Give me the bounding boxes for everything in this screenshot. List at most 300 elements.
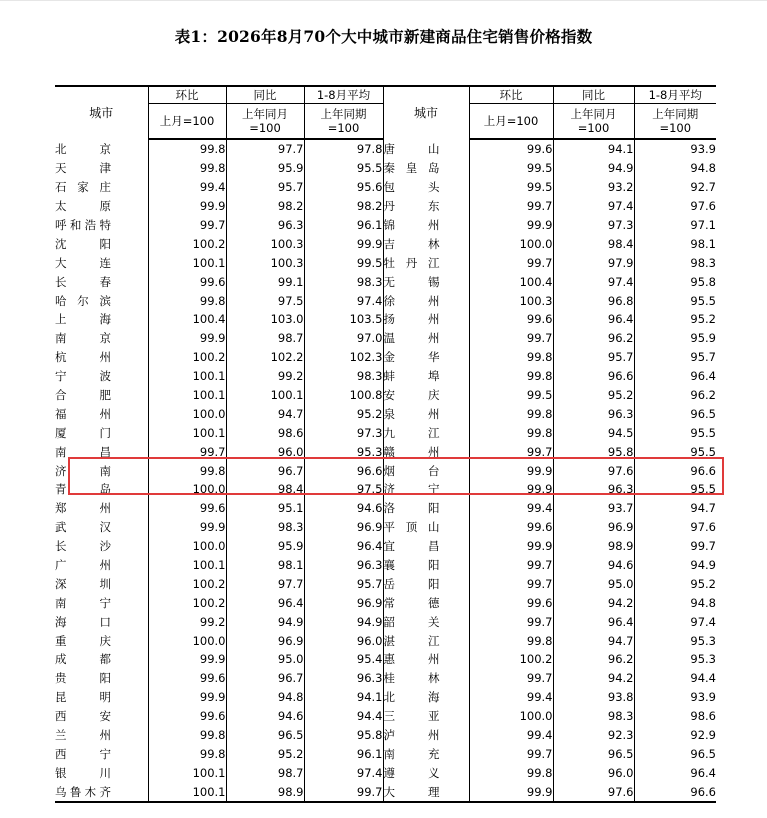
yoy-index: 97.3 [553,216,634,235]
yoy-index: 102.2 [226,348,304,367]
city-name-cell [383,688,469,707]
mom-index: 99.8 [469,367,553,386]
avg-index: 94.9 [634,556,716,575]
city-name: 北京 [55,141,111,156]
avg-index: 95.3 [304,442,383,461]
yoy-index: 93.2 [553,178,634,197]
yoy-index: 96.5 [553,745,634,764]
avg-index: 95.7 [304,574,383,593]
yoy-index: 95.0 [553,574,634,593]
yoy-index: 96.8 [553,291,634,310]
mom-index: 99.8 [469,763,553,782]
city-name: 长春 [55,274,111,289]
city-name: 呼和浩特 [55,218,111,232]
header-sub-tongbi [226,104,304,140]
city-name: 蚌埠 [383,369,440,384]
top-divider [0,0,767,1]
avg-index: 97.8 [304,139,383,159]
city-name: 太原 [55,199,111,214]
header-sub-tongbi-right-text: 上年同月 =100 [570,107,617,135]
yoy-index: 98.6 [226,423,304,442]
table-row [55,329,716,348]
yoy-index: 100.1 [226,386,304,405]
city-name-cell [55,442,148,461]
city-name-cell [383,556,469,575]
avg-index: 96.1 [304,745,383,764]
avg-index: 95.5 [634,480,716,499]
yoy-index: 97.4 [553,272,634,291]
yoy-index: 93.7 [553,499,634,518]
table-row [55,310,716,329]
city-name-cell [55,763,148,782]
city-name-cell [55,348,148,367]
mom-index: 99.6 [148,272,226,291]
table-row [55,178,716,197]
mom-index: 99.4 [469,726,553,745]
table-row [55,272,716,291]
city-name: 海口 [55,614,111,629]
avg-index: 97.0 [304,329,383,348]
city-name: 成都 [55,652,111,667]
avg-index: 95.3 [634,631,716,650]
yoy-index: 96.3 [553,404,634,423]
city-name-cell [383,234,469,253]
city-name: 遵义 [383,765,440,780]
avg-index: 95.5 [634,291,716,310]
city-name: 南京 [55,331,111,346]
yoy-index: 96.4 [553,612,634,631]
city-name-cell [55,423,148,442]
city-name: 西安 [55,709,111,724]
yoy-index: 94.7 [553,631,634,650]
mom-index: 100.0 [148,404,226,423]
city-name: 韶关 [383,614,440,629]
city-name: 广州 [55,558,111,573]
mom-index: 99.9 [469,480,553,499]
header-avg: 1-8月平均 [304,86,383,104]
avg-index: 92.9 [634,726,716,745]
mom-index: 99.7 [469,556,553,575]
city-name: 大连 [55,255,111,270]
table-row [55,216,716,235]
avg-index: 95.5 [634,442,716,461]
avg-index: 94.9 [304,612,383,631]
table-row [55,386,716,405]
city-name: 武汉 [55,520,111,535]
avg-index: 99.7 [634,537,716,556]
avg-index: 95.5 [304,159,383,178]
table-row [55,139,716,159]
avg-index: 96.6 [634,782,716,802]
avg-index: 92.7 [634,178,716,197]
avg-index: 96.6 [304,461,383,480]
city-name-cell [383,499,469,518]
city-name-cell [383,404,469,423]
avg-index: 97.4 [304,763,383,782]
city-name: 兰州 [55,728,111,743]
yoy-index: 98.3 [553,707,634,726]
city-name-cell [383,216,469,235]
city-name: 桂林 [383,671,440,686]
city-name-cell [55,329,148,348]
yoy-index: 95.0 [226,650,304,669]
city-name-cell [383,574,469,593]
city-name: 哈尔滨 [55,293,111,308]
city-name-cell [383,480,469,499]
avg-index: 94.8 [634,593,716,612]
mom-index: 99.8 [148,726,226,745]
avg-index: 95.9 [634,329,716,348]
avg-index: 96.2 [634,386,716,405]
yoy-index: 98.9 [226,782,304,802]
yoy-index: 96.6 [553,367,634,386]
header-sub-tongbi-text: 上年同月 =100 [242,107,288,135]
table-row [55,291,716,310]
city-name-cell [55,253,148,272]
avg-index: 94.4 [304,707,383,726]
avg-index: 94.1 [304,688,383,707]
table-row [55,367,716,386]
city-name: 徐州 [383,293,440,308]
city-name-cell [383,329,469,348]
city-name-cell [383,423,469,442]
city-name: 包头 [383,180,440,195]
mom-index: 99.6 [469,139,553,159]
yoy-index: 92.3 [553,726,634,745]
yoy-index: 100.3 [226,234,304,253]
city-name-cell [55,159,148,178]
mom-index: 99.2 [148,612,226,631]
city-name-cell [383,348,469,367]
yoy-index: 93.8 [553,688,634,707]
mom-index: 99.9 [469,461,553,480]
city-name: 宜昌 [383,539,440,554]
avg-index: 94.6 [304,499,383,518]
yoy-index: 100.3 [226,253,304,272]
city-name-cell [383,461,469,480]
avg-index: 94.4 [634,669,716,688]
table-row [55,253,716,272]
city-name: 温州 [383,331,440,346]
city-name-cell [383,763,469,782]
city-name-cell [55,216,148,235]
mom-index: 100.0 [148,537,226,556]
city-name: 襄阳 [383,558,440,573]
avg-index: 94.7 [634,499,716,518]
avg-index: 96.3 [304,556,383,575]
table-row [55,782,716,802]
yoy-index: 94.2 [553,669,634,688]
avg-index: 96.1 [304,216,383,235]
avg-index: 95.7 [634,348,716,367]
mom-index: 100.1 [148,763,226,782]
city-name: 泸州 [383,728,440,743]
avg-index: 97.6 [634,197,716,216]
city-name-cell [55,574,148,593]
table-row [55,442,716,461]
table-row [55,404,716,423]
price-index-table [55,85,716,803]
yoy-index: 98.7 [226,329,304,348]
city-name-cell [383,518,469,537]
city-name-cell [55,139,148,159]
avg-index: 96.0 [304,631,383,650]
yoy-index: 96.7 [226,461,304,480]
yoy-index: 96.2 [553,329,634,348]
city-name-cell [383,139,469,159]
table-row [55,688,716,707]
city-name: 惠州 [383,652,440,667]
mom-index: 99.8 [148,159,226,178]
table-row [55,707,716,726]
mom-index: 99.9 [469,537,553,556]
avg-index: 102.3 [304,348,383,367]
city-name-cell [55,386,148,405]
table-row [55,159,716,178]
mom-index: 99.7 [469,612,553,631]
city-name-cell [55,631,148,650]
table-row [55,763,716,782]
city-name: 无锡 [383,274,440,289]
header-sub-avg-right [634,104,716,140]
avg-index: 95.2 [634,310,716,329]
mom-index: 100.2 [148,348,226,367]
city-name: 扬州 [383,312,440,327]
city-name-cell [55,782,148,802]
city-name: 厦门 [55,425,111,440]
city-name-cell [55,688,148,707]
city-name-cell [55,650,148,669]
city-name-cell [55,197,148,216]
table-row [55,574,716,593]
city-name: 洛阳 [383,501,440,516]
avg-index: 95.4 [304,650,383,669]
city-name-cell [55,669,148,688]
mom-index: 99.7 [469,669,553,688]
city-name-cell [383,726,469,745]
city-name-cell [55,518,148,537]
mom-index: 99.8 [148,291,226,310]
city-name: 杭州 [55,350,111,365]
avg-index: 96.4 [634,367,716,386]
city-name: 九江 [383,425,440,440]
table-row [55,499,716,518]
avg-index: 96.4 [304,537,383,556]
city-name: 吉林 [383,236,440,251]
table-row [55,537,716,556]
avg-index: 96.3 [304,669,383,688]
yoy-index: 98.4 [226,480,304,499]
mom-index: 99.9 [469,216,553,235]
yoy-index: 98.2 [226,197,304,216]
avg-index: 96.4 [634,763,716,782]
city-name-cell [55,404,148,423]
avg-index: 97.4 [304,291,383,310]
yoy-index: 96.3 [226,216,304,235]
city-name-cell [383,197,469,216]
table-row [55,593,716,612]
city-name: 南充 [383,746,440,761]
avg-index: 97.3 [304,423,383,442]
table-row [55,745,716,764]
mom-index: 100.4 [148,310,226,329]
city-name: 重庆 [55,633,111,648]
city-name: 长沙 [55,539,111,554]
yoy-index: 94.8 [226,688,304,707]
avg-index: 98.3 [304,367,383,386]
mom-index: 99.6 [469,593,553,612]
yoy-index: 96.7 [226,669,304,688]
table-row [55,556,716,575]
header-city-right: 城市 [383,86,469,139]
city-name-cell [383,593,469,612]
mom-index: 100.0 [148,631,226,650]
header-sub-avg [304,104,383,140]
city-name: 昆明 [55,690,111,705]
city-name-cell [383,291,469,310]
header-tongbi-right: 同比 [553,86,634,104]
city-name-cell [383,707,469,726]
avg-index: 96.5 [634,404,716,423]
city-name: 青岛 [55,482,111,497]
mom-index: 99.8 [469,423,553,442]
city-name-cell [383,386,469,405]
yoy-index: 99.2 [226,367,304,386]
avg-index: 95.8 [634,272,716,291]
avg-index: 97.4 [634,612,716,631]
city-name: 乌鲁木齐 [55,784,111,799]
avg-index: 94.8 [634,159,716,178]
city-name-cell [383,367,469,386]
yoy-index: 98.9 [553,537,634,556]
yoy-index: 95.1 [226,499,304,518]
city-name: 西宁 [55,746,111,761]
city-name-cell [55,178,148,197]
city-name-cell [55,556,148,575]
avg-index: 95.5 [634,423,716,442]
table-row [55,348,716,367]
mom-index: 100.0 [469,234,553,253]
yoy-index: 96.0 [226,442,304,461]
city-name-cell [55,367,148,386]
yoy-index: 96.2 [553,650,634,669]
table-row [55,612,716,631]
city-name: 济南 [55,463,111,478]
city-name: 南昌 [55,444,111,459]
avg-index: 95.8 [304,726,383,745]
mom-index: 99.8 [148,745,226,764]
city-name-cell [55,612,148,631]
avg-index: 98.2 [304,197,383,216]
table-row [55,197,716,216]
avg-index: 100.8 [304,386,383,405]
city-name: 泉州 [383,406,440,421]
city-name-cell [383,442,469,461]
mom-index: 99.7 [469,574,553,593]
mom-index: 100.1 [148,556,226,575]
city-name: 深圳 [55,576,111,591]
city-name: 沈阳 [55,236,111,251]
mom-index: 100.0 [469,707,553,726]
city-name: 南宁 [55,595,111,610]
city-name-cell [383,745,469,764]
avg-index: 95.6 [304,178,383,197]
city-name: 天津 [55,161,111,176]
yoy-index: 94.9 [553,159,634,178]
yoy-index: 94.2 [553,593,634,612]
city-name: 湛江 [383,633,440,648]
header-sub-tongbi-right [553,104,634,140]
avg-index: 98.3 [634,253,716,272]
avg-index: 97.1 [634,216,716,235]
mom-index: 99.8 [148,139,226,159]
yoy-index: 96.0 [553,763,634,782]
city-name: 唐山 [383,141,440,156]
yoy-index: 94.7 [226,404,304,423]
yoy-index: 95.2 [226,745,304,764]
city-name-cell [55,461,148,480]
table-row [55,518,716,537]
city-name-cell [55,272,148,291]
avg-index: 98.3 [304,272,383,291]
mom-index: 99.9 [148,688,226,707]
mom-index: 99.5 [469,386,553,405]
avg-index: 96.9 [304,518,383,537]
yoy-index: 96.4 [226,593,304,612]
city-name: 郑州 [55,501,111,516]
mom-index: 100.1 [148,386,226,405]
mom-index: 100.2 [148,574,226,593]
yoy-index: 96.5 [226,726,304,745]
header-sub-huanbi-right: 上月=100 [469,104,553,140]
yoy-index: 94.5 [553,423,634,442]
mom-index: 99.9 [148,650,226,669]
avg-index: 95.2 [634,574,716,593]
mom-index: 99.7 [148,216,226,235]
yoy-index: 97.6 [553,461,634,480]
yoy-index: 95.9 [226,537,304,556]
header-sub-avg-text: 上年同期 =100 [320,107,367,135]
avg-index: 96.6 [634,461,716,480]
city-name-cell [383,537,469,556]
avg-index: 97.5 [304,480,383,499]
mom-index: 99.6 [469,518,553,537]
mom-index: 99.6 [148,669,226,688]
city-name: 石家庄 [55,180,111,195]
city-name-cell [383,669,469,688]
city-name-cell [383,253,469,272]
yoy-index: 97.7 [226,139,304,159]
header-avg-right: 1-8月平均 [634,86,716,104]
header-tongbi: 同比 [226,86,304,104]
city-name-cell [383,178,469,197]
table-row [55,726,716,745]
city-name: 北海 [383,690,440,705]
mom-index: 100.2 [148,234,226,253]
yoy-index: 97.9 [553,253,634,272]
city-name: 上海 [55,312,111,327]
city-name-cell [55,593,148,612]
city-name: 锦州 [383,218,440,232]
city-name-cell [55,499,148,518]
header-sub-avg-right-text: 上年同期 =100 [652,107,699,135]
yoy-index: 94.6 [553,556,634,575]
header-huanbi: 环比 [148,86,226,104]
mom-index: 100.2 [148,593,226,612]
city-name: 常德 [383,595,440,610]
city-name: 宁波 [55,369,111,384]
city-name-cell [55,537,148,556]
